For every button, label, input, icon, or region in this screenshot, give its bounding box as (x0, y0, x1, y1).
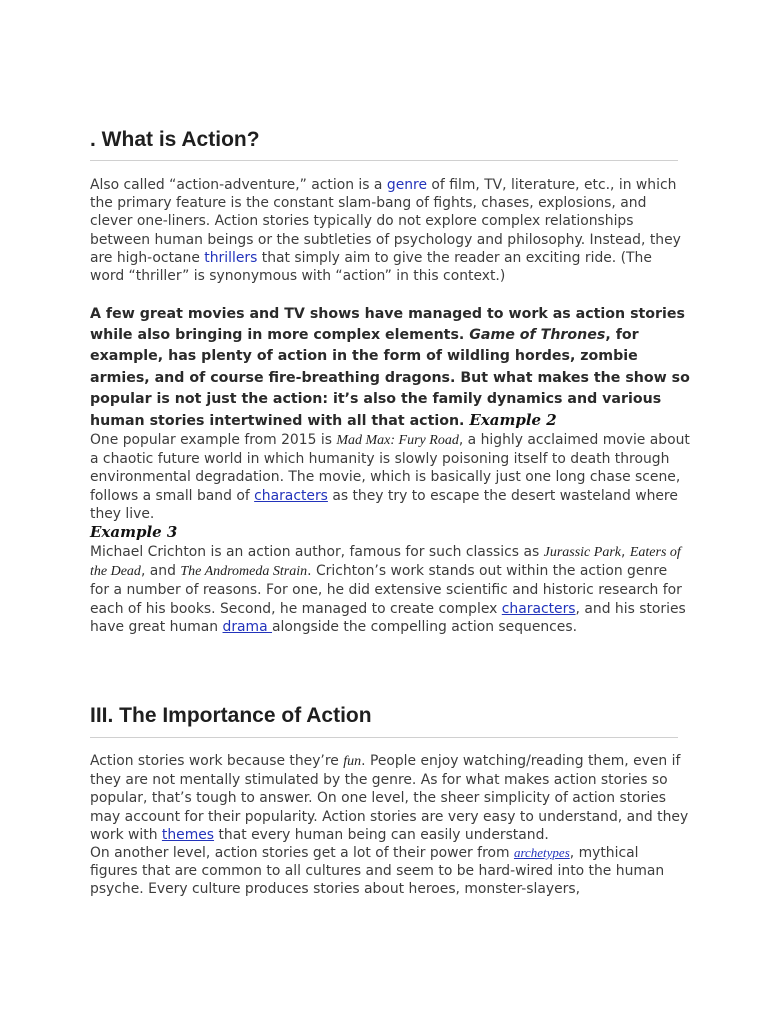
section-heading-importance-of-action: III. The Importance of Action (90, 704, 372, 727)
link-archetypes[interactable]: archetypes (513, 845, 570, 861)
text-run: Michael Crichton is an action author, famous for such classics as (90, 544, 544, 560)
heading-divider (90, 160, 678, 161)
link-drama[interactable]: drama (222, 618, 273, 635)
text-run: of film, TV, literature, etc., in which the primary feature is the constant slam-bang of fights, chases, explosions, and clever one-liners. Action stories typically do not explore complex relationships between human beings or the subtleties of psychology and philosophy. Instead, they are high-octane (90, 177, 681, 266)
word-fun: fun (343, 754, 362, 769)
text-run: , and his stories have great human (90, 600, 686, 635)
text-run: as they try to escape the desert wasteland where they live. (90, 487, 678, 522)
link-characters[interactable]: characters (254, 487, 328, 504)
title-mad-max: Mad Max: Fury Road (336, 433, 459, 448)
text-run: One popular example from 2015 is (90, 432, 337, 448)
example-3-paragraph (90, 543, 690, 636)
text-run: . People enjoy watching/reading them, even if they are not mentally stimulated by the genre. As for what makes action stories so popular, that’s tough to answer. On one level, the sheer simplicity of action stories may account for their popularity. Action stories are very easy to understand, and they work with (90, 753, 689, 843)
text-run: A few great movies and TV shows have managed to work as action stories while also bringing in more complex elements. (90, 306, 685, 344)
importance-paragraph (90, 752, 690, 899)
definition-paragraph (90, 176, 690, 285)
example-2-heading: Example 2 (469, 411, 557, 430)
text-run: , and (140, 563, 181, 580)
section-heading-what-is-action: . What is Action? (90, 128, 260, 151)
text-run: . Crichton’s work stands out within the action genre for a number of reasons. For one, he did extensive scientific and historic research for each of his books. Second, he managed to create complex (90, 563, 682, 617)
link-thrillers[interactable]: thrillers (204, 249, 258, 266)
title-andromeda-strain: The Andromeda Strain (180, 564, 308, 580)
text-run: Action stories work because they’re (90, 753, 344, 769)
text-run: , for example, has plenty of action in the form of wildling hordes, zombie armies, and of course fire-breathing dragons. But what makes the show so popular is not just the action: it’s also the family dynamics and various human stories intertwined with all that action. (90, 327, 690, 430)
link-themes[interactable]: themes (161, 826, 215, 843)
text-run: On another level, action stories get a lot of their power from (90, 845, 514, 862)
text-run: that every human being can easily understand. (214, 826, 549, 843)
text-run: , a highly acclaimed movie about a chaotic future world in which humanity is slowly poisoning itself to death through environmental degradation. The movie, which is basically just one long chase scene, follows a small band of (90, 432, 690, 504)
link-genre[interactable]: genre (386, 177, 427, 193)
text-run: , (621, 544, 630, 560)
example-3-heading: Example 3 (90, 523, 178, 541)
text-run: Also called “action-adventure,” action is a (90, 177, 387, 193)
example-2-paragraph (90, 431, 690, 523)
link-characters-2[interactable]: characters (501, 600, 576, 617)
example-1-paragraph (90, 304, 690, 432)
text-run: that simply aim to give the reader an exciting ride. (The word “thriller” is synonymous with “action” in this context.) (90, 249, 652, 285)
title-jurassic-park: Jurassic Park (543, 545, 621, 560)
text-run: , mythical figures that are common to all cultures and seem to be hard-wired into the human psyche. Every culture produces stories about heroes, monster-slayers, (90, 845, 665, 898)
title-game-of-thrones: Game of Thrones (469, 327, 606, 344)
title-eaters-of-the-dead: Eaters of the Dead (90, 545, 681, 580)
heading-divider (90, 737, 678, 738)
text-run: alongside the compelling action sequences. (272, 618, 577, 635)
